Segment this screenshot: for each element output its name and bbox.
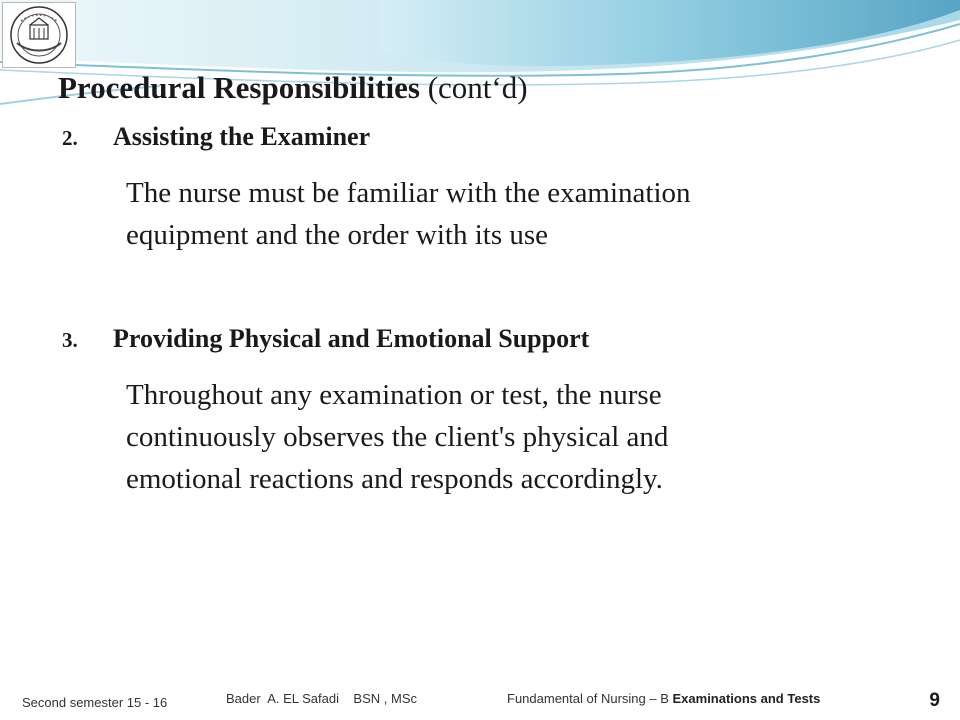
slide-title-main: Procedural Responsibilities xyxy=(58,70,420,105)
footer-course xyxy=(507,691,820,706)
footer-semester: Second semester 15 - 16 xyxy=(22,695,168,710)
section-heading-text: Providing Physical and Emotional Support xyxy=(113,324,590,353)
section-heading-text: Assisting the Examiner xyxy=(113,122,371,151)
body-line: emotional reactions and responds accordingly. xyxy=(126,463,663,495)
section-body-support xyxy=(126,374,866,500)
footer-author: Bader A. EL Safadi BSN , MSc xyxy=(226,691,417,706)
body-line: continuously observes the client's physical and xyxy=(126,421,669,453)
university-logo xyxy=(2,2,76,68)
body-line: Throughout any examination or test, the nurse xyxy=(126,379,662,411)
page-number: 9 xyxy=(929,690,940,711)
slide-title-suffix: (cont‘d) xyxy=(427,70,528,105)
section-heading-assisting xyxy=(62,122,370,152)
footer-course-name: Fundamental of Nursing – B xyxy=(507,691,669,706)
section-number: 2. xyxy=(62,126,78,150)
section-number: 3. xyxy=(62,328,78,352)
section-heading-support xyxy=(62,324,589,354)
section-body-assisting xyxy=(126,172,866,256)
body-line: equipment and the order with its use xyxy=(126,219,549,251)
footer-topic: Examinations and Tests xyxy=(672,691,821,706)
body-line: The nurse must be familiar with the examination xyxy=(126,177,691,209)
slide-title xyxy=(58,70,528,106)
university-seal-icon xyxy=(3,3,75,67)
